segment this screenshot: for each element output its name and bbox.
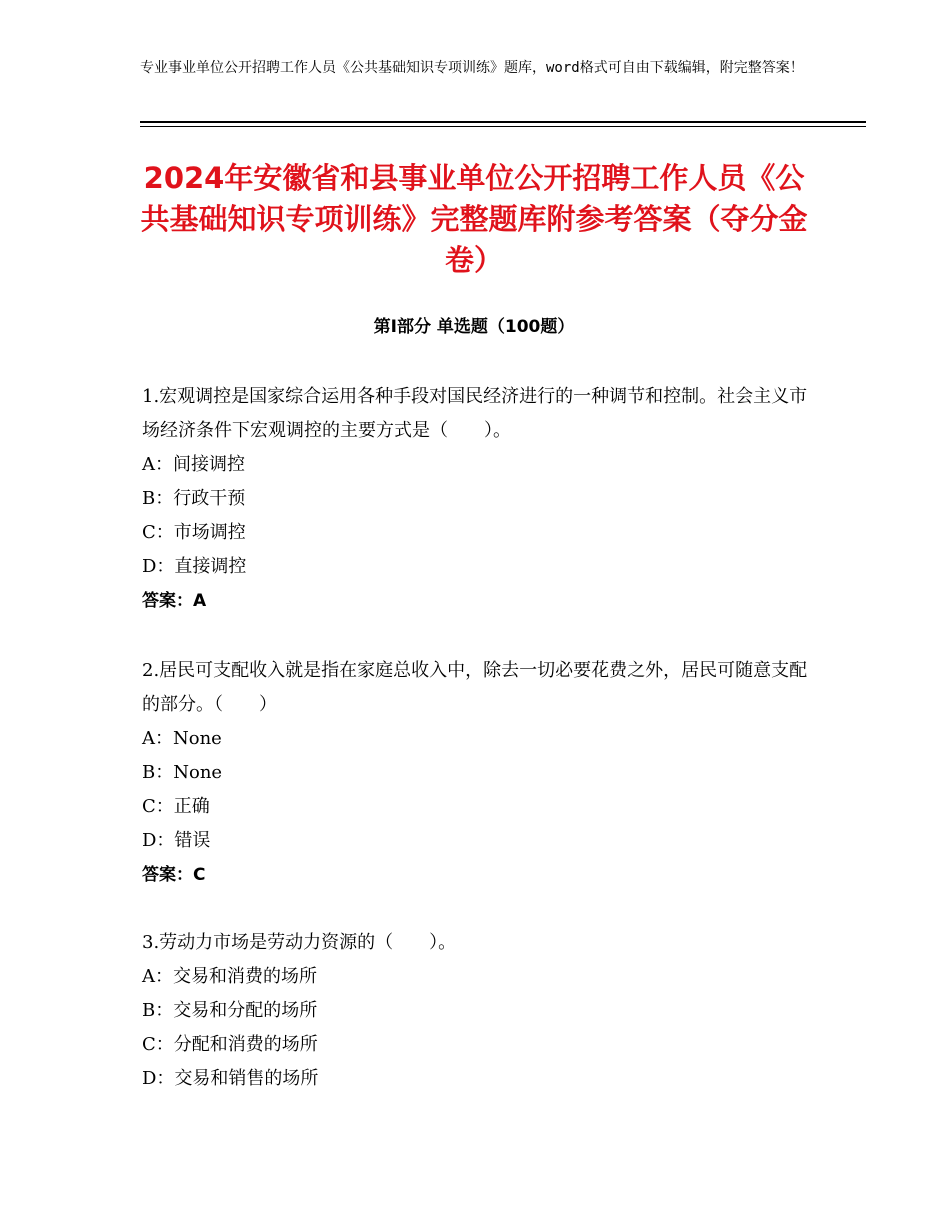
option-b: B：交易和分配的场所	[142, 1000, 318, 1021]
option-d: D：直接调控	[142, 556, 247, 577]
question-text: 3.劳动力市场是劳动力资源的（ ）。	[142, 932, 457, 953]
option-d: D：错误	[142, 830, 211, 851]
option-c: C：正确	[142, 796, 210, 817]
question-text: 2.居民可支配收入就是指在家庭总收入中，除去一切必要花费之外，居民可随意支配的部分。（ ）	[142, 660, 808, 715]
question-1	[142, 380, 822, 618]
document-title: 2024年安徽省和县事业单位公开招聘工作人员《公共基础知识专项训练》完整题库附参考答案（夺分金卷）	[140, 161, 808, 277]
header-note: 专业事业单位公开招聘工作人员《公共基础知识专项训练》题库，word格式可自由下载编辑，附完整答案！	[140, 60, 804, 76]
header-rule-thin	[140, 126, 866, 127]
option-a: A：间接调控	[142, 454, 245, 475]
section-heading: 第Ⅰ部分 单选题（100题）	[373, 317, 575, 337]
header-rule-thick	[140, 121, 866, 123]
question-text: 1.宏观调控是国家综合运用各种手段对国民经济进行的一种调节和控制。社会主义市场经济条件下宏观调控的主要方式是（ ）。	[142, 386, 808, 441]
question-2	[142, 654, 822, 892]
option-a: A：None	[142, 728, 222, 749]
option-c: C：分配和消费的场所	[142, 1034, 318, 1055]
option-b: B：行政干预	[142, 488, 246, 509]
answer: 答案：C	[142, 865, 206, 885]
option-b: B：None	[142, 762, 223, 783]
answer: 答案：A	[142, 591, 207, 611]
option-d: D：交易和销售的场所	[142, 1068, 319, 1089]
option-a: A：交易和消费的场所	[142, 966, 317, 987]
option-c: C：市场调控	[142, 522, 246, 543]
question-3	[142, 926, 822, 1096]
